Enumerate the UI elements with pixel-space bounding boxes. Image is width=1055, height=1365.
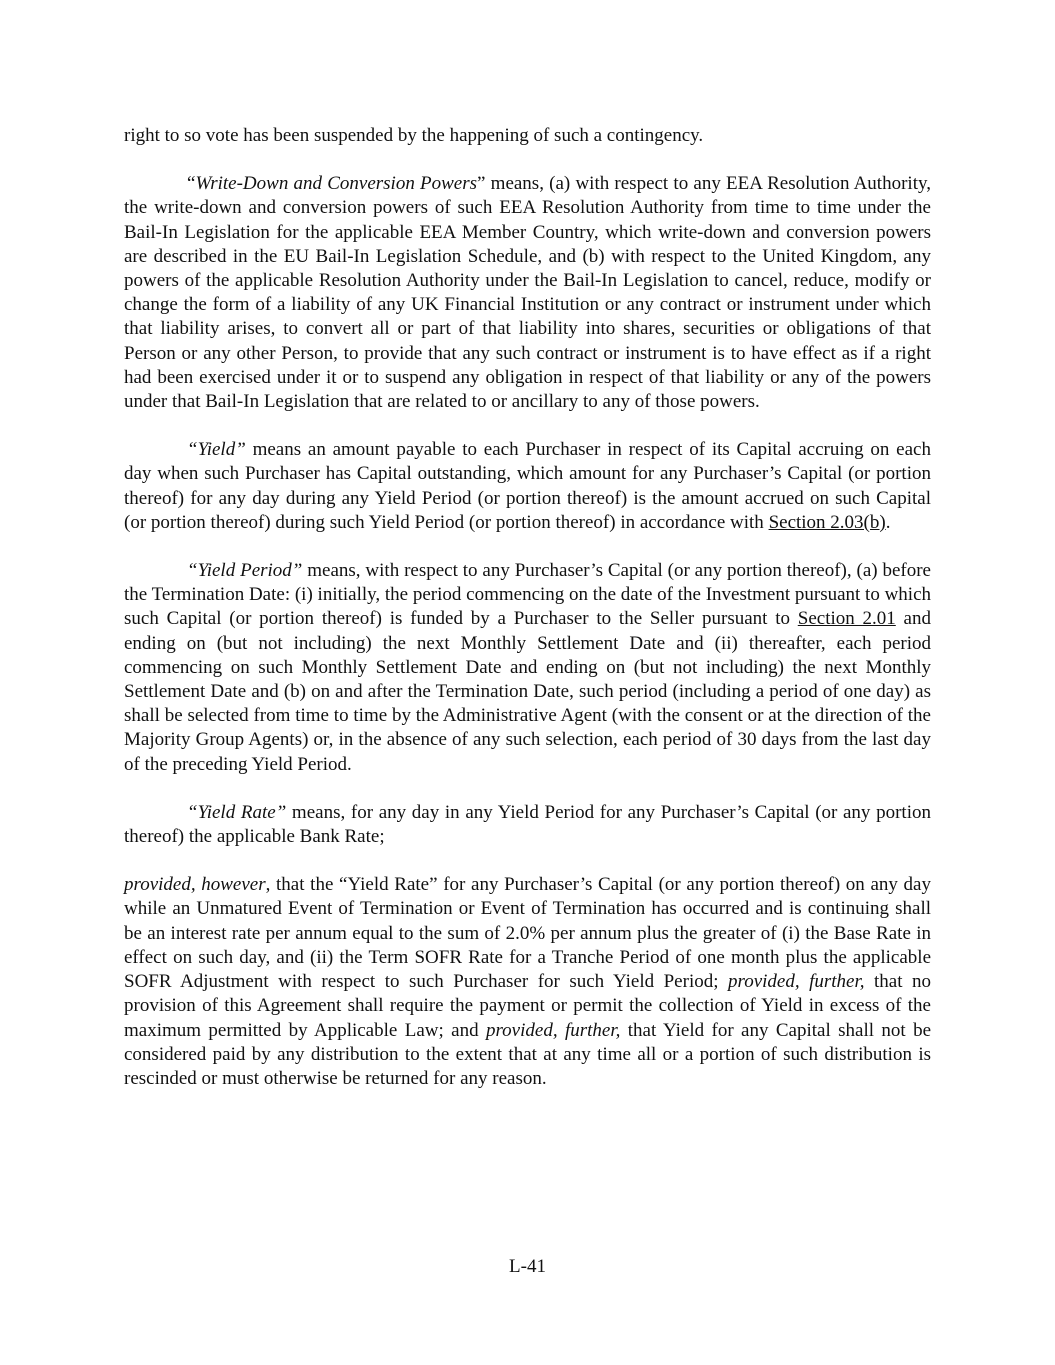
open-quote: “ bbox=[187, 173, 196, 195]
definition-text: means, (a) with respect to any EEA Resolution Authority, the write-down and conversion powers of such EEA Resolution Authority from time to time under the Bail-In Legislation for the applicable EEA Member Country, which write-down and conversion powers are described in the EU Bail-In Legislation Schedule, and (b) with respect to the United Kingdom, any powers of the applicable Resolution Authority under the Bail-In Legislation to cancel, reduce, modify or change the form of a liability of any UK Financial Institution or any contract or instrument under which that liability arises, to convert all or part of that liability into shares, securities or obligations of that Person or any other Person, to provide that any such contract or instrument is to have effect as if a right had been exercised under it or to suspend any obligation in respect of that liability or any of the powers under that Bail-In Legislation that are related to or ancillary to any of those powers. bbox=[124, 173, 931, 413]
definition-yield bbox=[124, 438, 931, 535]
defined-term: “Yield Period” bbox=[187, 560, 303, 582]
paragraph-continuation bbox=[124, 124, 931, 148]
definition-text: means, for any day in any Yield Period for any Purchaser’s Capital (or any portion thereof) the applicable Bank Rate; bbox=[124, 801, 931, 848]
definition-text-end: . bbox=[885, 511, 891, 533]
definition-yield-period bbox=[124, 559, 931, 777]
definition-text-continued: and ending on (but not including) the next Monthly Settlement Date and (ii) thereafter, each period commencing on such Monthly Settlement Date and ending on (but not including) the next Monthly Settlement Date and (b) on and after the Termination Date, such period (including a period of one day) as shall be selected from time to time by the Administrative Agent (with the consent or at the direction of the Majority Group Agents) or, in the absence of any such selection, each period of 30 days from the last day of the preceding Yield Period. bbox=[124, 608, 931, 775]
close-quote: ” bbox=[477, 173, 486, 195]
defined-term: Write-Down and Conversion Powers bbox=[195, 173, 478, 195]
proviso-text-continued: that no provision of this Agreement shall require the payment or permit the collection of Yield in excess of the maximum permitted by Applicable Law; and bbox=[124, 971, 931, 1041]
definition-text: means, with respect to any Purchaser’s Capital (or any portion thereof), (a) before the Termination Date: (i) initially, the period commencing on the date of the Investment pursuant to which such Capital (or portion thereof) is funded by a Purchaser to the Seller pursuant to bbox=[124, 560, 932, 630]
proviso-paragraph bbox=[124, 873, 931, 1091]
section-reference: Section 2.01 bbox=[797, 608, 896, 630]
proviso-further: provided, further, bbox=[485, 1019, 621, 1041]
paragraph-text: right to so vote has been suspended by the happening of such a contingency. bbox=[124, 125, 704, 146]
proviso-text-end: that Yield for any Capital shall not be considered paid by any distribution to the extent that at any time all or a portion of such distribution is rescinded or must otherwise be returned for any reason. bbox=[124, 1019, 932, 1089]
proviso-lead: provided, however bbox=[124, 874, 266, 896]
proviso-text: , that the “Yield Rate” for any Purchaser’s Capital (or any portion thereof) on any day while an Unmatured Event of Termination or Event of Termination has occurred and is continuing shall be an interest rate per annum equal to the sum of 2.0% per annum plus the greater of (i) the Base Rate in effect on such day, and (ii) the Term SOFR Rate for a Tranche Period of one month plus the applicable SOFR Adjustment with respect to such Purchaser for such Yield Period; bbox=[124, 874, 931, 993]
definition-text: means an amount payable to each Purchaser in respect of its Capital accruing on each day when such Purchaser has Capital outstanding, which amount for any Purchaser’s Capital (or portion thereof) for any day during any Yield Period (or portion thereof) is the amount accrued on such Capital (or portion thereof) during such Yield Period (or portion thereof) in accordance with bbox=[124, 439, 931, 533]
defined-term: “Yield Rate” bbox=[187, 801, 287, 823]
section-reference: Section 2.03(b) bbox=[768, 511, 886, 533]
proviso-further: provided, further, bbox=[728, 971, 865, 993]
document-page bbox=[124, 124, 931, 1115]
definition-write-down-and-conversion-powers bbox=[124, 172, 931, 414]
page-number: L-41 bbox=[509, 1256, 546, 1277]
defined-term: “Yield” bbox=[187, 439, 246, 461]
definition-yield-rate bbox=[124, 801, 931, 849]
